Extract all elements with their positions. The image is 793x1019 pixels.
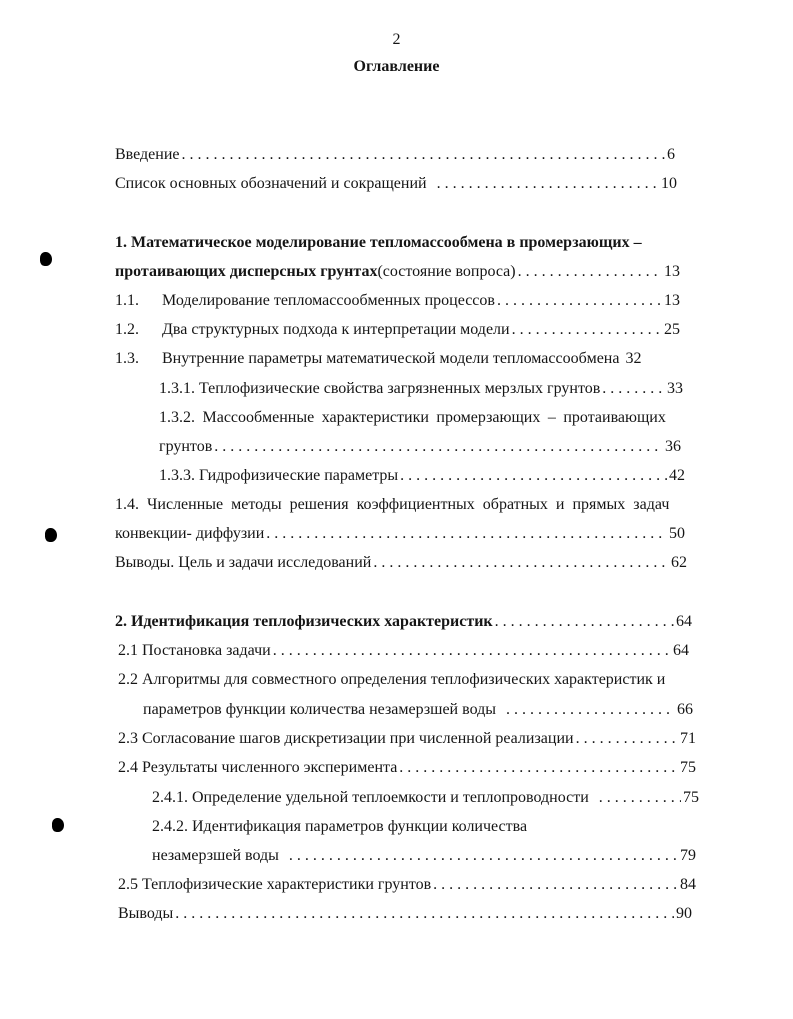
toc-entry-number: 1.3. xyxy=(115,350,139,367)
toc-entry xyxy=(159,437,681,457)
toc-entry-text: 1.4. Численные методы решения коэффициентных обратных и прямых задач xyxy=(115,496,670,513)
toc-entry-page: 66 xyxy=(677,701,693,718)
toc-entry-page: 62 xyxy=(671,554,687,571)
toc-entry xyxy=(115,174,677,194)
leader-dots xyxy=(214,437,663,457)
toc-entry xyxy=(143,700,693,720)
toc-entry-page: 32 xyxy=(625,350,642,367)
leader-dots xyxy=(182,145,666,165)
toc-entry xyxy=(118,904,692,924)
toc-entry-page: 84 xyxy=(680,876,696,893)
toc-entry xyxy=(118,875,696,895)
toc-entry-text: 2. Идентификация теплофизических характеристик xyxy=(115,613,493,630)
toc-entry-page: 90 xyxy=(676,905,692,922)
toc-entry-text: 1. Математическое моделирование тепломассообмена в промерзающих – xyxy=(115,234,642,251)
toc-entry-page: 64 xyxy=(673,642,689,659)
toc-entry-page: 71 xyxy=(680,730,696,747)
toc-entry xyxy=(115,349,685,369)
toc-entry xyxy=(115,291,680,311)
toc-entry-text-continued: параметров функции количества незамерзшей воды xyxy=(143,701,496,718)
toc-entry-text: 2.4.1. Определение удельной теплоемкости и теплопроводности xyxy=(152,789,589,806)
toc-chapter-heading xyxy=(115,233,688,253)
toc-entry-text: 2.4 Результаты численного эксперимента xyxy=(118,759,398,776)
toc-entry-page: 50 xyxy=(669,525,685,542)
leader-dots xyxy=(576,729,678,749)
toc-entry-page: 42 xyxy=(669,467,685,484)
toc-entry-page: 25 xyxy=(664,321,680,338)
toc-entry-page: 10 xyxy=(661,175,677,192)
toc-entry-text: Введение xyxy=(115,146,180,163)
toc-entry xyxy=(118,641,689,661)
toc-entry-page: 75 xyxy=(683,789,699,806)
binding-hole-mark xyxy=(52,818,64,832)
leader-dots xyxy=(433,875,678,895)
toc-entry-page: 13 xyxy=(664,263,680,280)
leader-dots xyxy=(599,788,681,808)
toc-entry-page: 64 xyxy=(676,613,692,630)
toc-entry-text: 2.5 Теплофизические характеристики грунтов xyxy=(118,876,432,893)
leader-dots xyxy=(373,553,669,573)
toc-entry-page: 33 xyxy=(667,380,683,397)
leader-dots xyxy=(602,379,665,399)
toc-entry-text-continued: конвекции- диффузии xyxy=(115,525,265,542)
toc-entry xyxy=(152,817,592,837)
leader-dots xyxy=(506,700,675,720)
toc-entry-text: протаивающих дисперсных грунтах xyxy=(115,263,378,280)
toc-entry-page: 79 xyxy=(680,847,696,864)
toc-entry-text: Внутренние параметры математической модели тепломассообмена xyxy=(162,350,620,367)
leader-dots xyxy=(266,524,667,544)
toc-entry-page: 6 xyxy=(667,146,675,163)
toc-entry-number: 1.2. xyxy=(115,321,139,338)
toc-entry-text: 1.3.1. Теплофизические свойства загрязненных мерзлых грунтов xyxy=(159,380,601,397)
leader-dots xyxy=(273,641,671,661)
toc-entry-text: 2.4.2. Идентификация параметров функции количества xyxy=(152,818,528,835)
binding-hole-mark xyxy=(40,252,52,266)
toc-entry-text: 1.3.2. Массообменные характеристики промерзающих – протаивающих xyxy=(159,409,666,426)
leader-dots xyxy=(175,904,674,924)
toc-entry-number: 1.1. xyxy=(115,292,139,309)
leader-dots xyxy=(400,466,667,486)
toc-entry-text: 2.1 Постановка задачи xyxy=(118,642,271,659)
leader-dots xyxy=(497,291,662,311)
toc-entry-text: Выводы. Цель и задачи исследований xyxy=(115,554,372,571)
toc-entry xyxy=(115,553,687,573)
toc-entry xyxy=(115,495,705,515)
toc-entry-page: 75 xyxy=(680,759,696,776)
leader-dots xyxy=(399,758,678,778)
page-title: Оглавление xyxy=(353,58,440,75)
toc-entry-page: 13 xyxy=(664,292,680,309)
toc-entry xyxy=(159,408,705,428)
toc-entry-text: 2.3 Согласование шагов дискретизации при численной реализации xyxy=(118,730,574,747)
leader-dots xyxy=(518,262,662,282)
leader-dots xyxy=(512,320,662,340)
toc-entry xyxy=(159,379,683,399)
toc-entry xyxy=(118,758,696,778)
toc-entry-page: 36 xyxy=(665,438,681,455)
toc-entry xyxy=(115,524,685,544)
toc-entry xyxy=(159,466,685,486)
toc-entry xyxy=(115,320,680,340)
toc-entry-text-continued: незамерзшей воды xyxy=(152,847,279,864)
toc-entry xyxy=(118,729,696,749)
toc-chapter-heading xyxy=(115,612,692,632)
toc-entry xyxy=(115,145,675,165)
toc-entry-text: Моделирование тепломассообменных процессов xyxy=(162,292,495,309)
binding-hole-mark xyxy=(45,528,57,542)
toc-entry xyxy=(152,846,696,866)
toc-entry-text: Выводы xyxy=(118,905,174,922)
toc-entry-text: 1.3.3. Гидрофизические параметры xyxy=(159,467,399,484)
toc-entry-text-rest: (состояние вопроса) xyxy=(377,263,516,280)
page-number: 2 xyxy=(392,31,401,48)
toc-entry xyxy=(115,262,680,282)
toc-entry-text: 2.2 Алгоритмы для совместного определения теплофизических характеристик и xyxy=(118,671,666,688)
toc-entry-text: Два структурных подхода к интерпретации модели xyxy=(162,321,510,338)
toc-entry-text: Список основных обозначений и сокращений xyxy=(115,175,427,192)
leader-dots xyxy=(289,846,678,866)
leader-dots xyxy=(437,174,659,194)
toc-entry xyxy=(118,670,708,690)
toc-entry xyxy=(152,788,699,808)
toc-entry-text-continued: грунтов xyxy=(159,438,213,455)
leader-dots xyxy=(495,612,674,632)
